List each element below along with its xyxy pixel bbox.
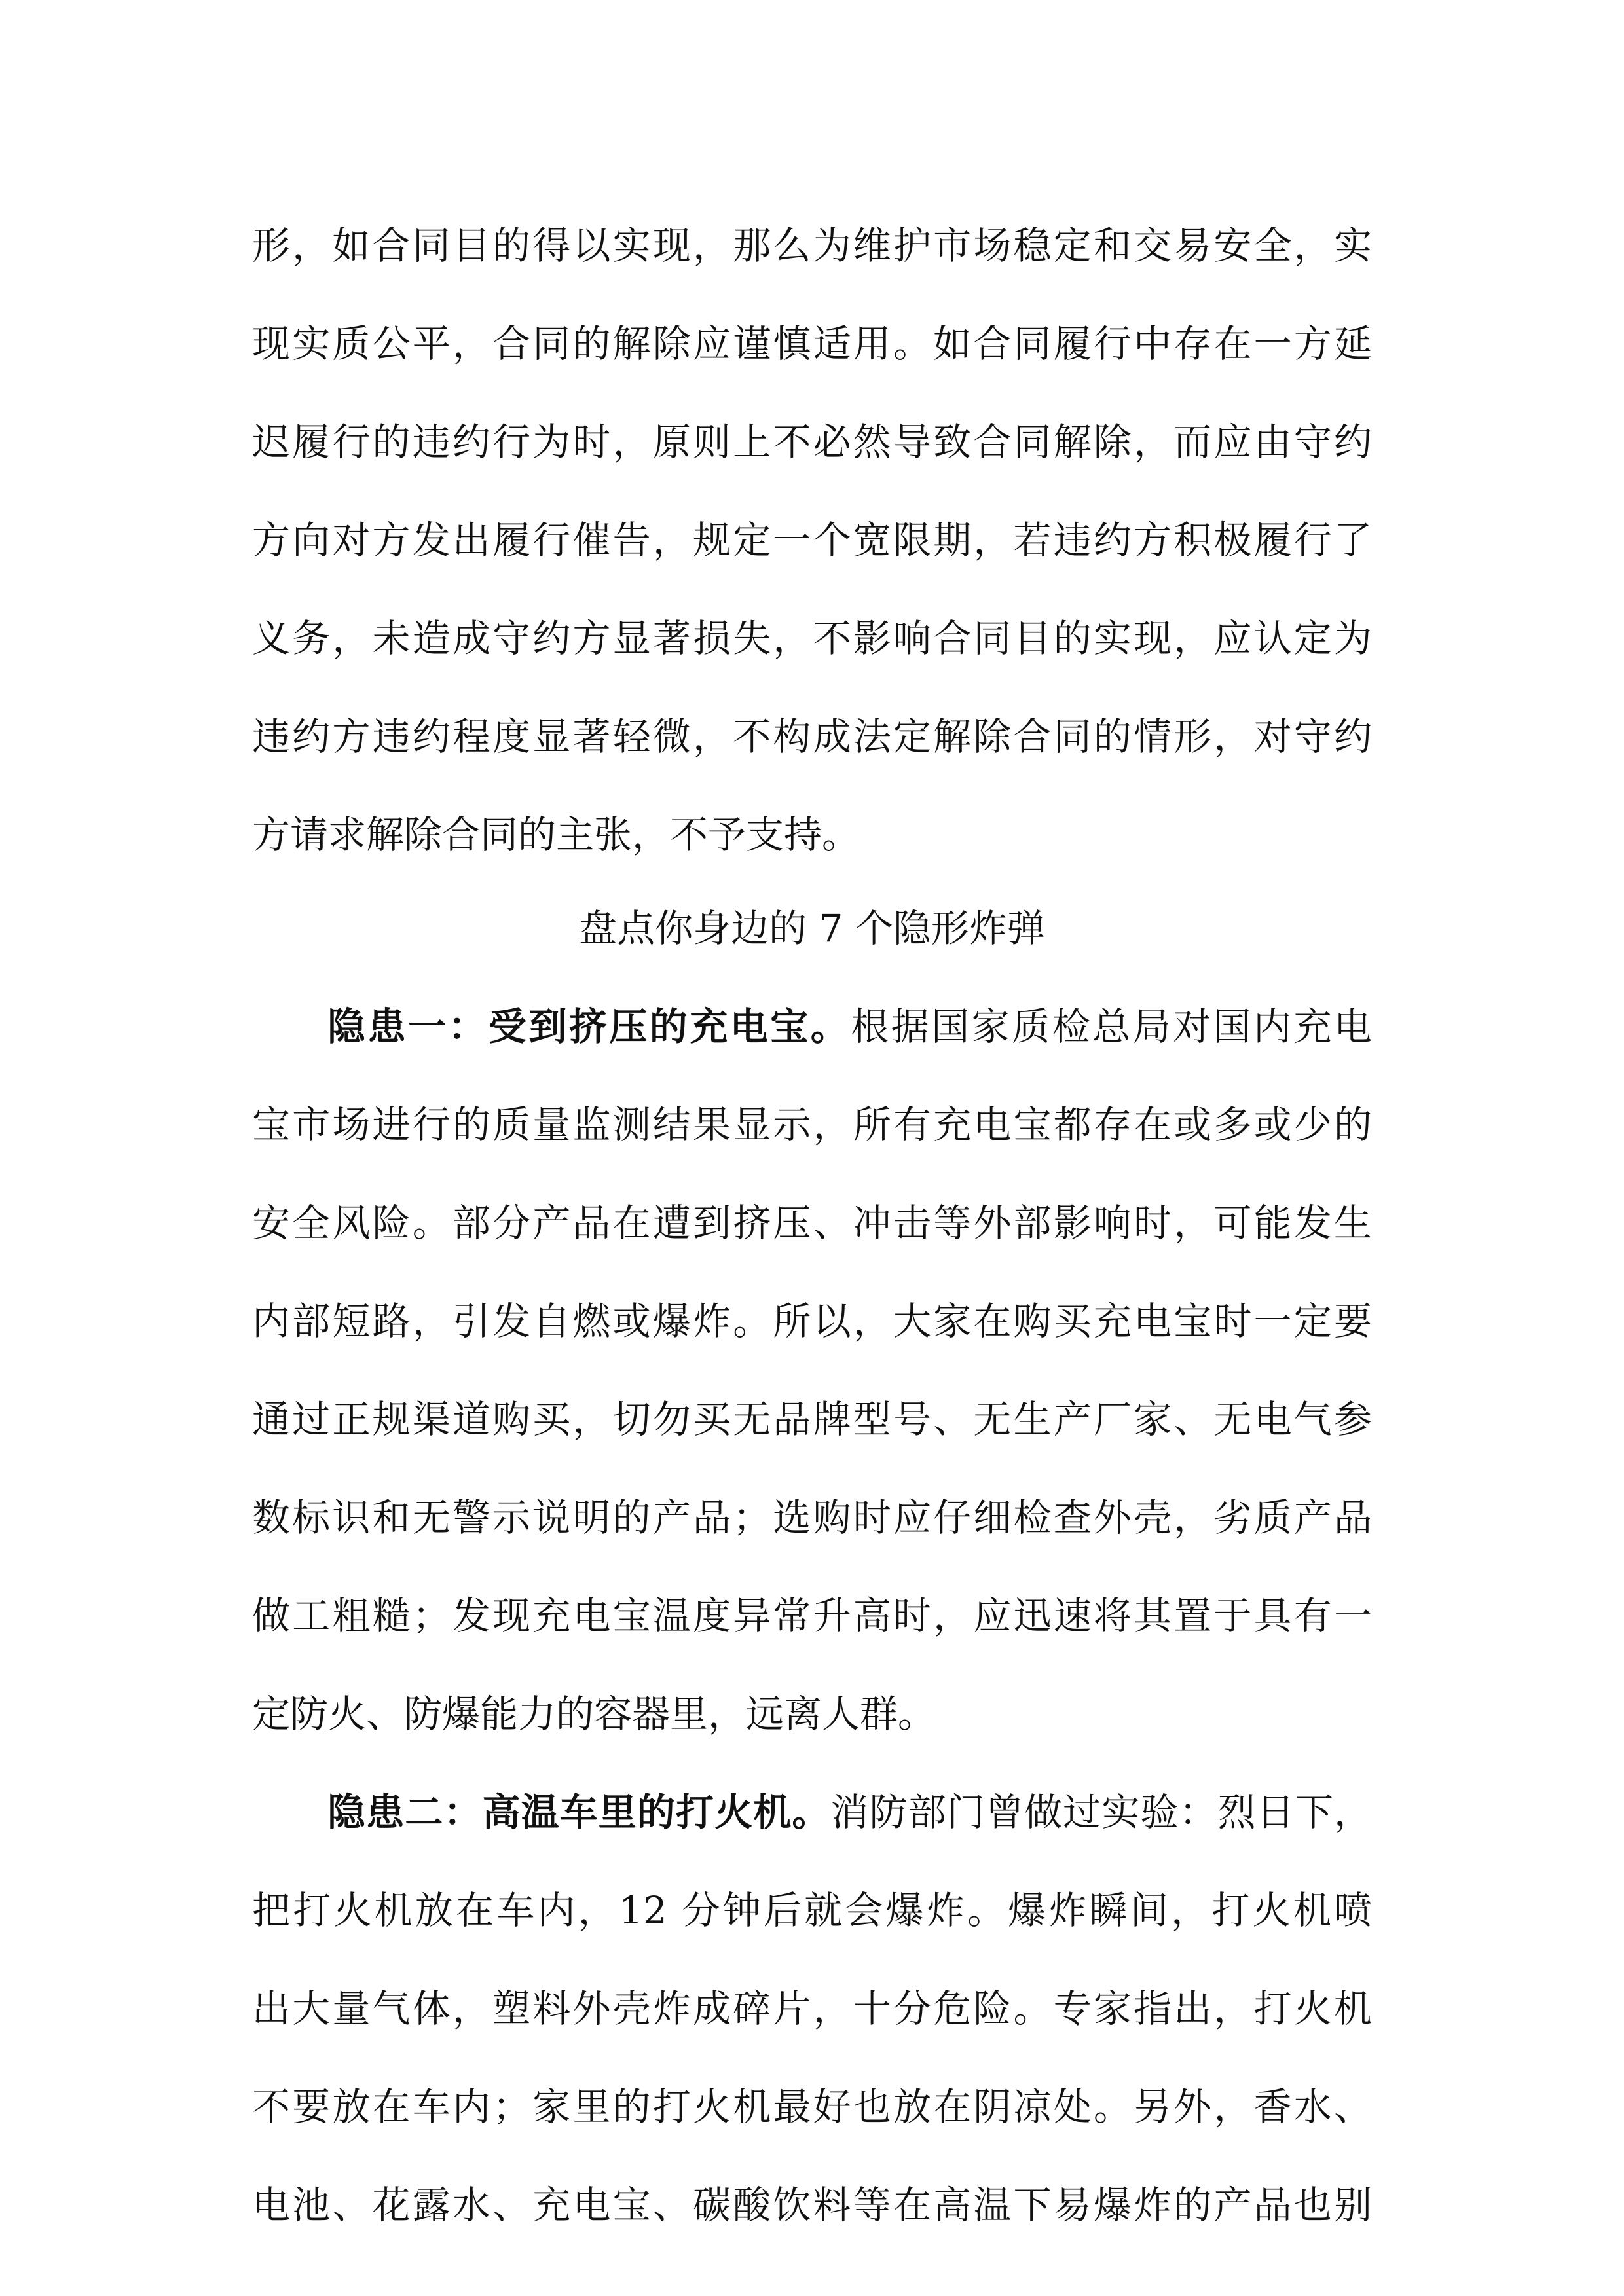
paragraph-line: 通过正规渠道购买，切勿买无品牌型号、无生产厂家、无电气参: [252, 1397, 1372, 1442]
paragraph-line: 义务，未造成守约方显著损失，不影响合同目的实现，应认定为: [252, 616, 1372, 661]
paragraph-line: 安全风险。部分产品在遭到挤压、冲击等外部影响时，可能发生: [252, 1201, 1372, 1245]
article-title: 盘点你身边的 7 个隐形炸弹: [579, 906, 1045, 951]
paragraph-line: 出大量气体，塑料外壳炸成碎片，十分危险。专家指出，打火机: [252, 1986, 1372, 2031]
paragraph-line: 做工粗糙；发现充电宝温度异常升高时，应迅速将其置于具有一: [252, 1594, 1372, 1638]
hazard-1-first-line-text: 根据国家质检总局对国内充电: [851, 1004, 1372, 1049]
paragraph-line: 现实质公平，合同的解除应谨慎适用。如合同履行中存在一方延: [252, 321, 1372, 366]
paragraph-line: 电池、花露水、充电宝、碳酸饮料等在高温下易爆炸的产品也别: [252, 2183, 1372, 2227]
hazard-2-first-line: [327, 1763, 1372, 1861]
paragraph-line: 定防火、防爆能力的容器里，远离人群。: [252, 1692, 936, 1736]
paragraph-line: 违约方违约程度显著轻微，不构成法定解除合同的情形，对守约: [252, 714, 1372, 759]
paragraph-line: 数标识和无警示说明的产品；选购时应仔细检查外壳，劣质产品: [252, 1495, 1372, 1540]
paragraph-line: 把打火机放在车内，12 分钟后就会爆炸。爆炸瞬间，打火机喷: [252, 1888, 1372, 1933]
paragraph-line: 迟履行的违约行为时，原则上不必然导致合同解除，而应由守约: [252, 420, 1372, 464]
paragraph-line: 内部短路，引发自燃或爆炸。所以，大家在购买充电宝时一定要: [252, 1299, 1372, 1343]
paragraph-line: 方向对方发出履行催告，规定一个宽限期，若违约方积极履行了: [252, 518, 1372, 562]
hazard-1-first-line: [327, 977, 1372, 1076]
hazard-1-lead: 隐患一：受到挤压的充电宝。: [327, 1004, 851, 1049]
hazard-2-lead: 隐患二：高温车里的打火机。: [327, 1790, 831, 1834]
paragraph-line: 形，如合同目的得以实现，那么为维护市场稳定和交易安全，实: [252, 223, 1372, 268]
paragraph-line: 不要放在车内；家里的打火机最好也放在阴凉处。另外，香水、: [252, 2085, 1372, 2129]
paragraph-line: 宝市场进行的质量监测结果显示，所有充电宝都存在或多或少的: [252, 1102, 1372, 1147]
hazard-2-first-line-text: 消防部门曾做过实验：烈日下，: [830, 1790, 1372, 1834]
paragraph-line: 方请求解除合同的主张，不予支持。: [252, 812, 860, 857]
